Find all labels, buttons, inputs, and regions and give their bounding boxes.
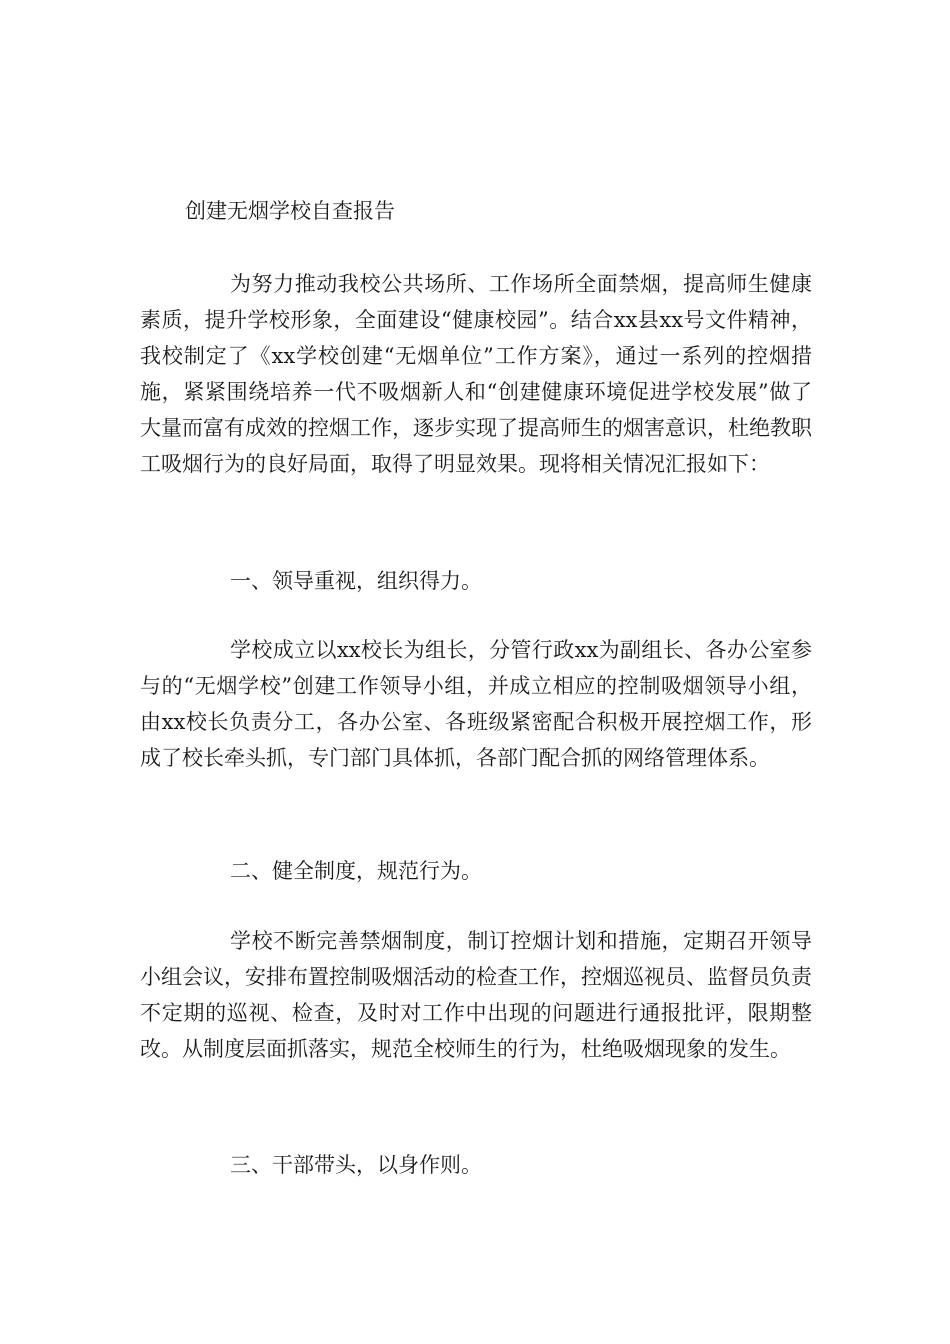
section-body-2: 学校不断完善禁烟制度，制订控烟计划和措施，定期召开领导小组会议，安排布置控制吸烟活动的检查工作，控烟巡视员、监督员负责不定期的巡视、检查，及时对工作中出现的问题进行通报批评，限期整改。从制度层面抓落实，规范全校师生的行为，杜绝吸烟现象的发生。 <box>140 929 812 1061</box>
section-heading-2: 二、健全制度，规范行为。 <box>230 859 482 883</box>
document-title: 创建无烟学校自查报告 <box>185 199 395 223</box>
section-body-1: 学校成立以xx校长为组长，分管行政xx为副组长、各办公室参与的“无烟学校”创建工作领导小组，并成立相应的控制吸烟领导小组，由xx校长负责分工，各办公室、各班级紧密配合积极开展控烟工作，形成了校长牵头抓，专门部门具体抓，各部门配合抓的网络管理体系。 <box>140 638 812 770</box>
intro-paragraph: 为努力推动我校公共场所、工作场所全面禁烟，提高师生健康素质，提升学校形象，全面建设“健康校园”。结合xx县xx号文件精神，我校制定了《xx学校创建“无烟单位”工作方案》，通过一系列的控烟措施，紧紧围绕培养一代不吸烟新人和“创建健康环境促进学校发展”做了大量而富有成效的控烟工作，逐步实现了提高师生的烟害意识，杜绝教职工吸烟行为的良好局面，取得了明显效果。现将相关情况汇报如下： <box>140 272 812 476</box>
section-heading-3: 三、干部带头，以身作则。 <box>230 1153 482 1177</box>
section-heading-1: 一、领导重视，组织得力。 <box>230 569 482 593</box>
